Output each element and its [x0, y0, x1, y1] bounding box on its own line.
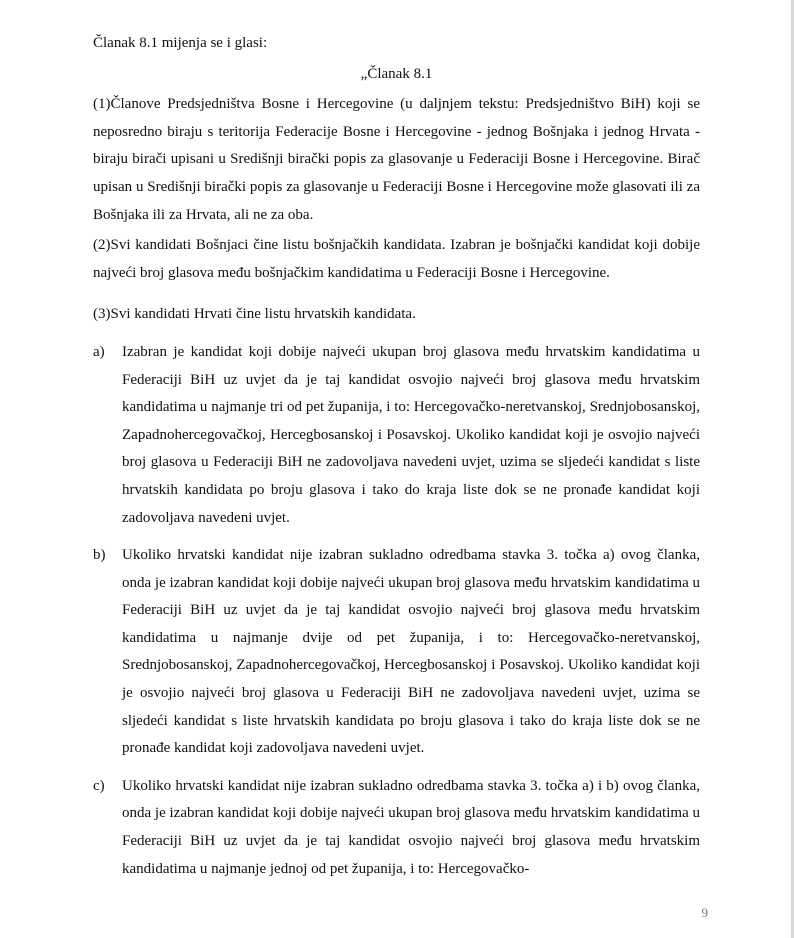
list-marker: b): [93, 547, 106, 564]
paragraph-1: (1)Članove Predsjedništva Bosne i Hercegovine (u daljnjem tekstu: Predsjedništvo BiH) koji se neposredno biraju s teritorija Federacije Bosne i Hercegovine - jednog Bošnjaka i jednog Hrvata - biraju birači upisani u Središnji birački popis za glasovanje u Federaciji Bosne i Hercegovine. Birač upisan u Središnji birački popis za glasovanje u Federaciji Bosne i Hercegovine može glasovati ili za Bošnjaka ili za Hrvata, ali ne za oba.: [93, 96, 700, 223]
list-item-text: Ukoliko hrvatski kandidat nije izabran sukladno odredbama stavka 3. točka a) i b) ovog članka, onda je izabran kandidat koji dobije najveći ukupan broj glasova među hrvatskim kandidatima u Federaciji BiH uz uvjet da je taj kandidat osvojio najveći broj glasova među hrvatskim kandidatima u najmanje jednoj od pet županija, i to: Hercegovačko-: [122, 777, 700, 877]
list-marker: c): [93, 777, 105, 794]
sub-item-list: [93, 339, 700, 883]
list-item-c: [93, 773, 700, 883]
list-item-text: Izabran je kandidat koji dobije najveći ukupan broj glasova među hrvatskim kandidatima u Federaciji BiH uz uvjet da je taj kandidat osvojio najveći broj glasova među hrvatskim kandidatima u najmanje tri od pet županija, i to: Hercegovačko-neretvanskoj, Srednjobosanskoj, Zapadnohercegovačkoj, Hercegbosanskoj i Posavskoj. Ukoliko kandidat koji je osvojio najveći broj glasova u Federaciji BiH ne zadovoljava navedeni uvjet, uzima se sljedeći kandidat s liste hrvatskih kandidata po broju glasova i tako do kraja liste dok se ne pronađe kandidat koji zadovoljava navedeni uvjet.: [122, 343, 700, 526]
list-item-a: [93, 339, 700, 532]
paragraph-2: (2)Svi kandidati Bošnjaci čine listu bošnjačkih kandidata. Izabran je bošnjački kandidat koji dobije najveći broj glasova među bošnjačkim kandidatima u Federaciji Bosne i Hercegovine.: [93, 237, 700, 281]
list-item-b: [93, 542, 700, 763]
paragraph-3: (3)Svi kandidati Hrvati čine listu hrvatskih kandidata.: [93, 306, 416, 323]
list-item-text: Ukoliko hrvatski kandidat nije izabran sukladno odredbama stavka 3. točka a) ovog članka, onda je izabran kandidat koji dobije najveći ukupan broj glasova među hrvatskim kandidatima u Federaciji BiH uz uvjet da je taj kandidat osvojio najveći broj glasova među hrvatskim kandidatima u najmanje dvije od pet županija, i to: Hercegovačko-neretvanskoj, Srednjobosanskoj, Zapadnohercegovačkoj, Hercegbosanskoj i Posavskoj. Ukoliko kandidat koji je osvojio najveći broj glasova u Federaciji BiH ne zadovoljava navedeni uvjet, uzima se sljedeći kandidat s liste hrvatskih kandidata po broju glasova i tako do kraja liste dok se ne pronađe kandidat koji zadovoljava navedeni uvjet.: [122, 547, 700, 757]
document-body: [93, 30, 700, 893]
list-marker: a): [93, 343, 105, 360]
intro-line: Članak 8.1 mijenja se i glasi:: [93, 35, 268, 51]
article-title: „Članak 8.1: [360, 65, 433, 82]
page-number: 9: [701, 905, 708, 920]
